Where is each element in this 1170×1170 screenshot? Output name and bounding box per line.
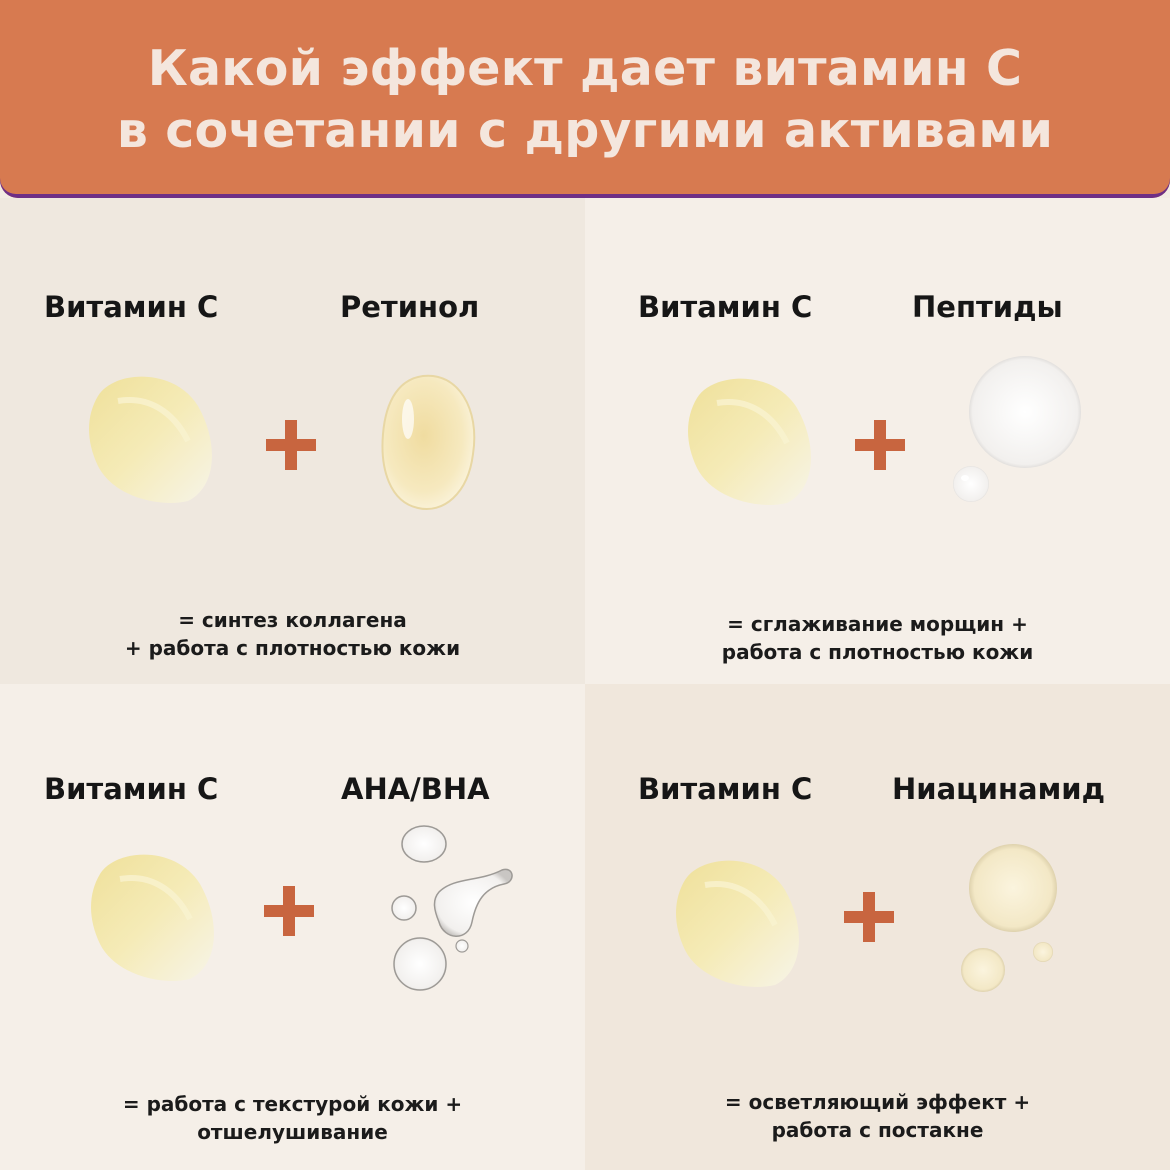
combo-niacinamide-card bbox=[585, 684, 1170, 1170]
result-text bbox=[585, 610, 1170, 666]
result-line-2: работа с плотностью кожи bbox=[721, 640, 1034, 664]
result-line-1: = сглаживание морщин + bbox=[727, 612, 1028, 636]
label-vitamin-c: Витамин С bbox=[44, 772, 219, 806]
plus-icon bbox=[855, 420, 905, 470]
result-line-2: + работа с плотностью кожи bbox=[124, 636, 461, 660]
result-text bbox=[0, 1090, 585, 1146]
title-line-1: Какой эффект дает витамин С bbox=[147, 40, 1023, 97]
label-aha-bha: AHA/BHA bbox=[341, 772, 490, 806]
result-text bbox=[0, 606, 585, 662]
combo-peptides-card bbox=[585, 198, 1170, 684]
header-banner bbox=[0, 0, 1170, 198]
clear-gel-drops-icon bbox=[945, 356, 1095, 506]
combo-aha-bha-card bbox=[0, 684, 585, 1170]
label-peptides: Пептиды bbox=[912, 290, 1063, 324]
cream-swatch-icon bbox=[665, 850, 815, 990]
label-retinol: Ретинол bbox=[340, 290, 480, 324]
plus-icon bbox=[266, 420, 316, 470]
serum-drops-icon bbox=[953, 844, 1073, 994]
result-line-1: = осветляющий эффект + bbox=[724, 1090, 1031, 1114]
cream-swatch-icon bbox=[78, 366, 228, 506]
cream-swatch-icon bbox=[677, 368, 827, 508]
result-line-2: отшелушивание bbox=[197, 1120, 388, 1144]
cream-swatch-icon bbox=[80, 844, 230, 984]
label-vitamin-c: Витамин С bbox=[638, 772, 813, 806]
title-line-2: в сочетании с другими активами bbox=[116, 102, 1054, 159]
page-title bbox=[0, 38, 1170, 162]
label-niacinamide: Ниацинамид bbox=[892, 772, 1106, 806]
plus-icon bbox=[844, 892, 894, 942]
result-line-2: работа с постакне bbox=[771, 1118, 984, 1142]
label-vitamin-c: Витамин С bbox=[638, 290, 813, 324]
oil-drop-icon bbox=[378, 374, 478, 514]
label-vitamin-c: Витамин С bbox=[44, 290, 219, 324]
result-line-1: = синтез коллагена bbox=[178, 608, 407, 632]
result-line-1: = работа с текстурой кожи + bbox=[122, 1092, 463, 1116]
result-text bbox=[585, 1088, 1170, 1144]
plus-icon bbox=[264, 886, 314, 936]
combo-retinol-card bbox=[0, 198, 585, 684]
water-droplets-icon bbox=[384, 822, 524, 982]
